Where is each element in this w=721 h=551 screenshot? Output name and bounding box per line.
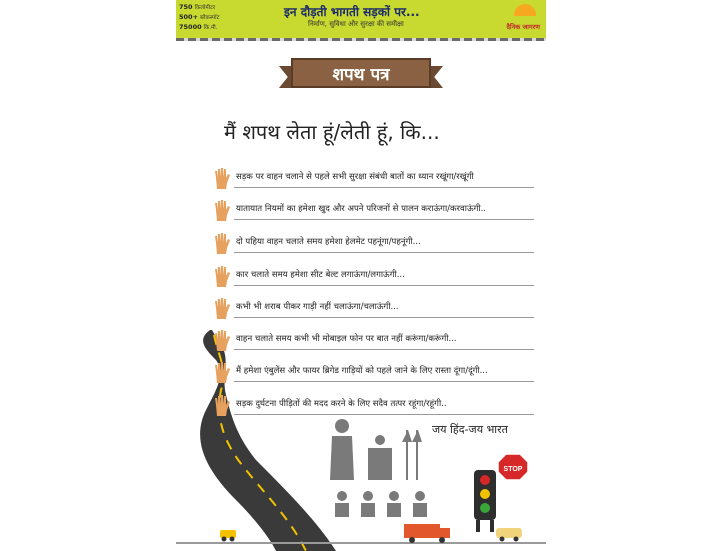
pledge-divider — [234, 317, 534, 318]
traffic-light-icon — [474, 470, 496, 532]
header-title: इन दौड़ती भागती सड़कों पर... — [284, 5, 420, 19]
banner-title: शपथ पत्र — [332, 65, 390, 85]
stat-label: कि.मी. — [203, 25, 218, 31]
header-subtitle: निर्माण, सुविधा और सुरक्षा की समीक्षा — [308, 20, 404, 28]
pledge-divider — [234, 381, 534, 382]
pledge-text: सड़क दुर्घटना पीड़ितों की मदद करने के लिए सदैव तत्पर रहूंगा/रहूंगी.. — [236, 399, 447, 409]
pledge-text: वाहन चलाते समय कभी भी मोबाइल फोन पर बात नहीं करूंगा/करूंगी... — [236, 334, 457, 344]
car-icon — [220, 530, 236, 542]
raised-hand-icon — [212, 232, 232, 254]
pledge-text: मैं हमेशा एंबुलेंस और फायर ब्रिगेड गाड़ियों को पहले जाने के लिए रास्ता दूंगा/दूंगी... — [236, 366, 488, 376]
pledge-text: दो पहिया वाहन चलाते समय हमेशा हेलमेट पहनूंगा/पहनूंगी... — [236, 237, 421, 247]
raised-hand-icon — [212, 167, 232, 189]
pledge-divider — [234, 349, 534, 350]
pledge-item — [212, 361, 532, 385]
raised-hand-icon — [212, 265, 232, 287]
pledge-divider — [234, 187, 534, 188]
header-road-strip — [176, 38, 546, 41]
pledge-item — [212, 265, 532, 289]
closing-slogan: जय हिंद-जय भारत — [432, 423, 508, 436]
newspaper-header — [176, 0, 546, 38]
raised-hand-icon — [212, 297, 232, 319]
pledge-text: कभी भी शराब पीकर गाड़ी नहीं चलाऊंगा/चलाऊंगी... — [236, 302, 399, 312]
pledge-divider — [234, 219, 534, 220]
pledge-item — [212, 329, 532, 353]
stat-value: 750 — [179, 3, 193, 11]
stat-label: ब्लैकस्पॉट — [200, 15, 220, 21]
pledge-divider — [234, 285, 534, 286]
stop-sign-text: STOP — [503, 466, 523, 473]
audience — [335, 491, 427, 517]
raised-hand-icon — [212, 394, 232, 416]
stat-line — [179, 23, 237, 33]
raised-hand-icon — [212, 199, 232, 221]
pledge-divider — [234, 414, 534, 415]
sun-logo-icon — [514, 4, 536, 16]
pledge-item — [212, 394, 532, 418]
stat-value: 500+ — [179, 13, 199, 21]
pledge-item — [212, 297, 532, 321]
fire-truck-icon — [404, 524, 450, 543]
pledge-text: सड़क पर वाहन चलाने से पहले सभी सुरक्षा संबंधी बातों का ध्यान रखूंगा/रखूंगी — [236, 172, 474, 182]
pledge-page — [176, 0, 546, 551]
stat-line — [179, 3, 237, 13]
car-icon — [496, 528, 522, 542]
oath-heading: मैं शपथ लेता हूं/लेती हूं, कि... — [224, 120, 440, 144]
pledge-item — [212, 199, 532, 223]
ground-line — [176, 542, 546, 544]
pledge-item — [212, 232, 532, 256]
speaker-body — [330, 436, 354, 480]
speaker-head — [335, 419, 349, 433]
newspaper-logo: दैनिक जागरण — [506, 23, 540, 31]
stat-label: किलोमीटर — [194, 5, 216, 11]
stat-line — [179, 13, 237, 23]
header-stats — [179, 3, 237, 33]
pledge-item — [212, 167, 532, 191]
podium — [368, 448, 392, 480]
pledge-divider — [234, 252, 534, 253]
raised-hand-icon — [212, 361, 232, 383]
title-banner — [291, 58, 431, 92]
pledge-text: यातायात नियमों का हमेशा खुद और अपने परिजनों से पालन कराऊंगा/करवाऊंगी.. — [236, 204, 487, 214]
stat-value: 75000 — [179, 23, 202, 31]
pledge-text: कार चलाते समय हमेशा सीट बेल्ट लगाऊंगा/लगाऊंगी... — [236, 270, 405, 280]
podium-person-head — [375, 435, 385, 445]
raised-hand-icon — [212, 329, 232, 351]
